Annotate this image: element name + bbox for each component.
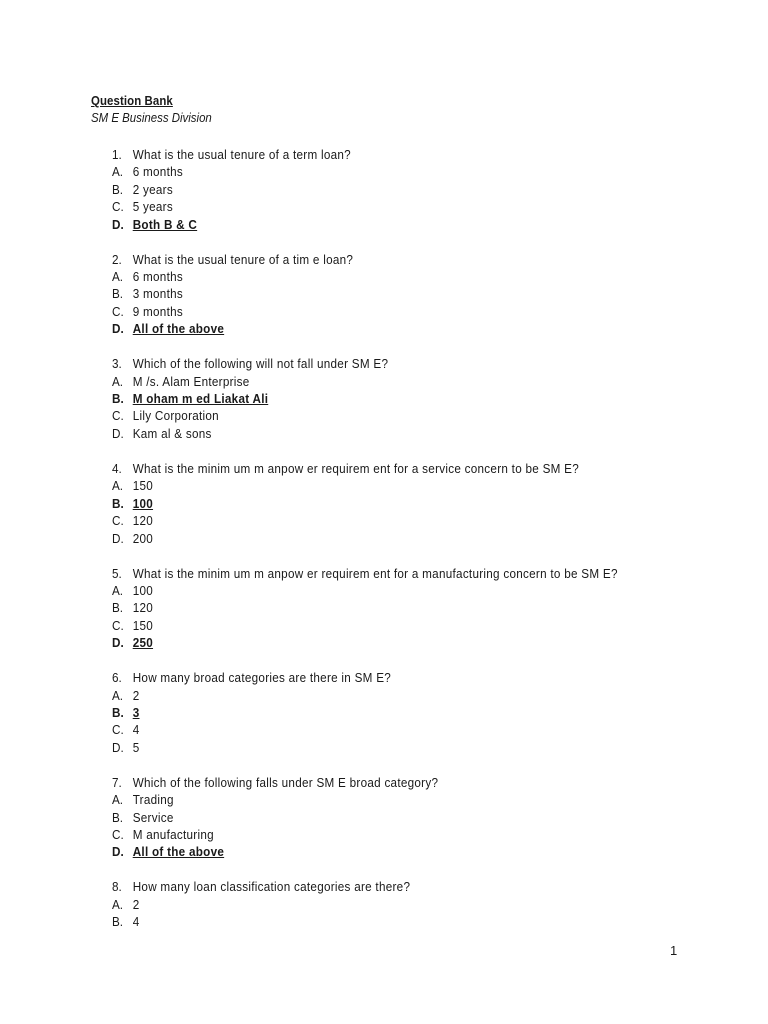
- question-number: 3.: [112, 356, 122, 372]
- question-number: 5.: [112, 565, 122, 581]
- question-block: [112, 460, 732, 547]
- option-text: 100: [132, 495, 154, 511]
- option-label: B.: [112, 495, 124, 511]
- answer-option: [112, 477, 670, 494]
- question-stem: [112, 565, 670, 582]
- answer-option: [112, 198, 670, 215]
- option-text: All of the above: [132, 844, 225, 860]
- option-label: C.: [112, 826, 124, 842]
- option-label: B.: [112, 914, 124, 930]
- option-label: D.: [112, 844, 124, 860]
- option-text: Both B & C: [132, 216, 198, 232]
- answer-option: [112, 530, 670, 547]
- option-label: A.: [112, 164, 124, 180]
- option-text: 250: [132, 635, 154, 651]
- option-text: 2: [132, 896, 140, 912]
- answer-option: [112, 303, 670, 320]
- option-text: 200: [132, 530, 154, 546]
- option-text: 2 years: [132, 181, 173, 197]
- option-text: 150: [132, 617, 154, 633]
- question-block: [112, 774, 732, 861]
- option-text: 2: [132, 687, 140, 703]
- option-label: C.: [112, 408, 124, 424]
- answer-option-correct: [112, 216, 670, 233]
- option-label: B.: [112, 600, 124, 616]
- option-label: A.: [112, 478, 124, 494]
- question-number: 4.: [112, 460, 122, 476]
- option-label: A.: [112, 896, 124, 912]
- option-text: M oham m ed Liakat Ali: [132, 391, 269, 407]
- question-text: What is the usual tenure of a tim e loan?: [132, 251, 354, 267]
- option-label: D.: [112, 635, 124, 651]
- option-label: D.: [112, 425, 124, 441]
- answer-option: [112, 373, 670, 390]
- answer-option: [112, 582, 670, 599]
- option-label: B.: [112, 181, 124, 197]
- option-text: 120: [132, 513, 154, 529]
- question-stem: [112, 669, 670, 686]
- answer-option: [112, 809, 670, 826]
- question-stem: [112, 878, 670, 895]
- answer-option: [112, 599, 670, 616]
- document-subtitle: SM E Business Division: [91, 110, 212, 125]
- answer-option: [112, 739, 670, 756]
- option-text: 4: [132, 722, 140, 738]
- option-text: 4: [132, 914, 140, 930]
- option-text: M /s. Alam Enterprise: [132, 373, 250, 389]
- option-label: B.: [112, 704, 124, 720]
- option-label: C.: [112, 513, 124, 529]
- option-text: 3: [132, 704, 140, 720]
- question-text: What is the usual tenure of a term loan?: [132, 147, 351, 162]
- question-stem: [112, 460, 670, 477]
- option-text: Kam al & sons: [132, 425, 212, 441]
- option-text: Trading: [132, 792, 174, 808]
- option-text: 9 months: [132, 303, 183, 319]
- answer-option: [112, 826, 670, 843]
- option-text: 5: [132, 739, 140, 755]
- option-label: C.: [112, 722, 124, 738]
- answer-option: [112, 896, 670, 913]
- option-text: M anufacturing: [132, 826, 214, 842]
- page-number: 1: [670, 943, 678, 958]
- answer-option: [112, 181, 670, 198]
- option-label: A.: [112, 269, 124, 285]
- question-number: 6.: [112, 670, 122, 686]
- option-text: Service: [132, 809, 174, 825]
- answer-option: [112, 407, 670, 424]
- option-text: 3 months: [132, 286, 183, 302]
- option-text: 6 months: [132, 269, 183, 285]
- document-title: Question Bank: [91, 93, 173, 108]
- option-label: B.: [112, 286, 124, 302]
- option-text: 150: [132, 478, 154, 494]
- answer-option: [112, 512, 670, 529]
- question-block: [112, 251, 732, 338]
- option-text: 5 years: [132, 199, 173, 215]
- question-block: [112, 565, 732, 652]
- option-label: A.: [112, 687, 124, 703]
- question-stem: [112, 774, 670, 791]
- answer-option: [112, 268, 670, 285]
- option-label: D.: [112, 321, 124, 337]
- question-text: How many broad categories are there in SM E?: [132, 670, 392, 686]
- answer-option-correct: [112, 320, 670, 337]
- question-block: [112, 669, 732, 756]
- question-block: [112, 146, 732, 233]
- option-label: A.: [112, 792, 124, 808]
- question-text: Which of the following falls under SM E broad category?: [132, 774, 439, 790]
- answer-option: [112, 425, 670, 442]
- question-text: How many loan classification categories are there?: [132, 879, 411, 895]
- question-number: 7.: [112, 774, 122, 790]
- option-label: C.: [112, 617, 124, 633]
- option-text: 6 months: [132, 164, 183, 180]
- answer-option: [112, 163, 670, 180]
- answer-option-correct: [112, 704, 670, 721]
- answer-option: [112, 791, 670, 808]
- option-label: A.: [112, 582, 124, 598]
- question-number: 1.: [112, 147, 122, 162]
- option-text: Lily Corporation: [132, 408, 219, 424]
- answer-option: [112, 617, 670, 634]
- option-label: D.: [112, 530, 124, 546]
- question-stem: [112, 251, 670, 268]
- answer-option: [112, 687, 670, 704]
- answer-option-correct: [112, 390, 670, 407]
- option-text: 100: [132, 582, 154, 598]
- option-label: C.: [112, 303, 124, 319]
- question-text: Which of the following will not fall under SM E?: [132, 356, 389, 372]
- option-label: A.: [112, 373, 124, 389]
- question-list: [112, 146, 732, 948]
- answer-option-correct: [112, 634, 670, 651]
- option-label: D.: [112, 216, 124, 232]
- answer-option-correct: [112, 843, 670, 860]
- question-text: What is the minim um m anpow er requirem ent for a manufacturing concern to be SM E?: [132, 565, 618, 581]
- question-stem: [112, 146, 670, 163]
- question-number: 2.: [112, 251, 122, 267]
- answer-option: [112, 285, 670, 302]
- answer-option: [112, 721, 670, 738]
- option-label: B.: [112, 391, 124, 407]
- question-block: [112, 878, 732, 930]
- question-block: [112, 355, 732, 442]
- answer-option-correct: [112, 495, 670, 512]
- document-header: [91, 92, 228, 126]
- answer-option: [112, 913, 670, 930]
- question-number: 8.: [112, 879, 122, 895]
- option-label: B.: [112, 809, 124, 825]
- option-text: 120: [132, 600, 154, 616]
- question-text: What is the minim um m anpow er requirem ent for a service concern to be SM E?: [132, 460, 580, 476]
- option-label: D.: [112, 739, 124, 755]
- option-text: All of the above: [132, 321, 225, 337]
- question-stem: [112, 355, 670, 372]
- option-label: C.: [112, 199, 124, 215]
